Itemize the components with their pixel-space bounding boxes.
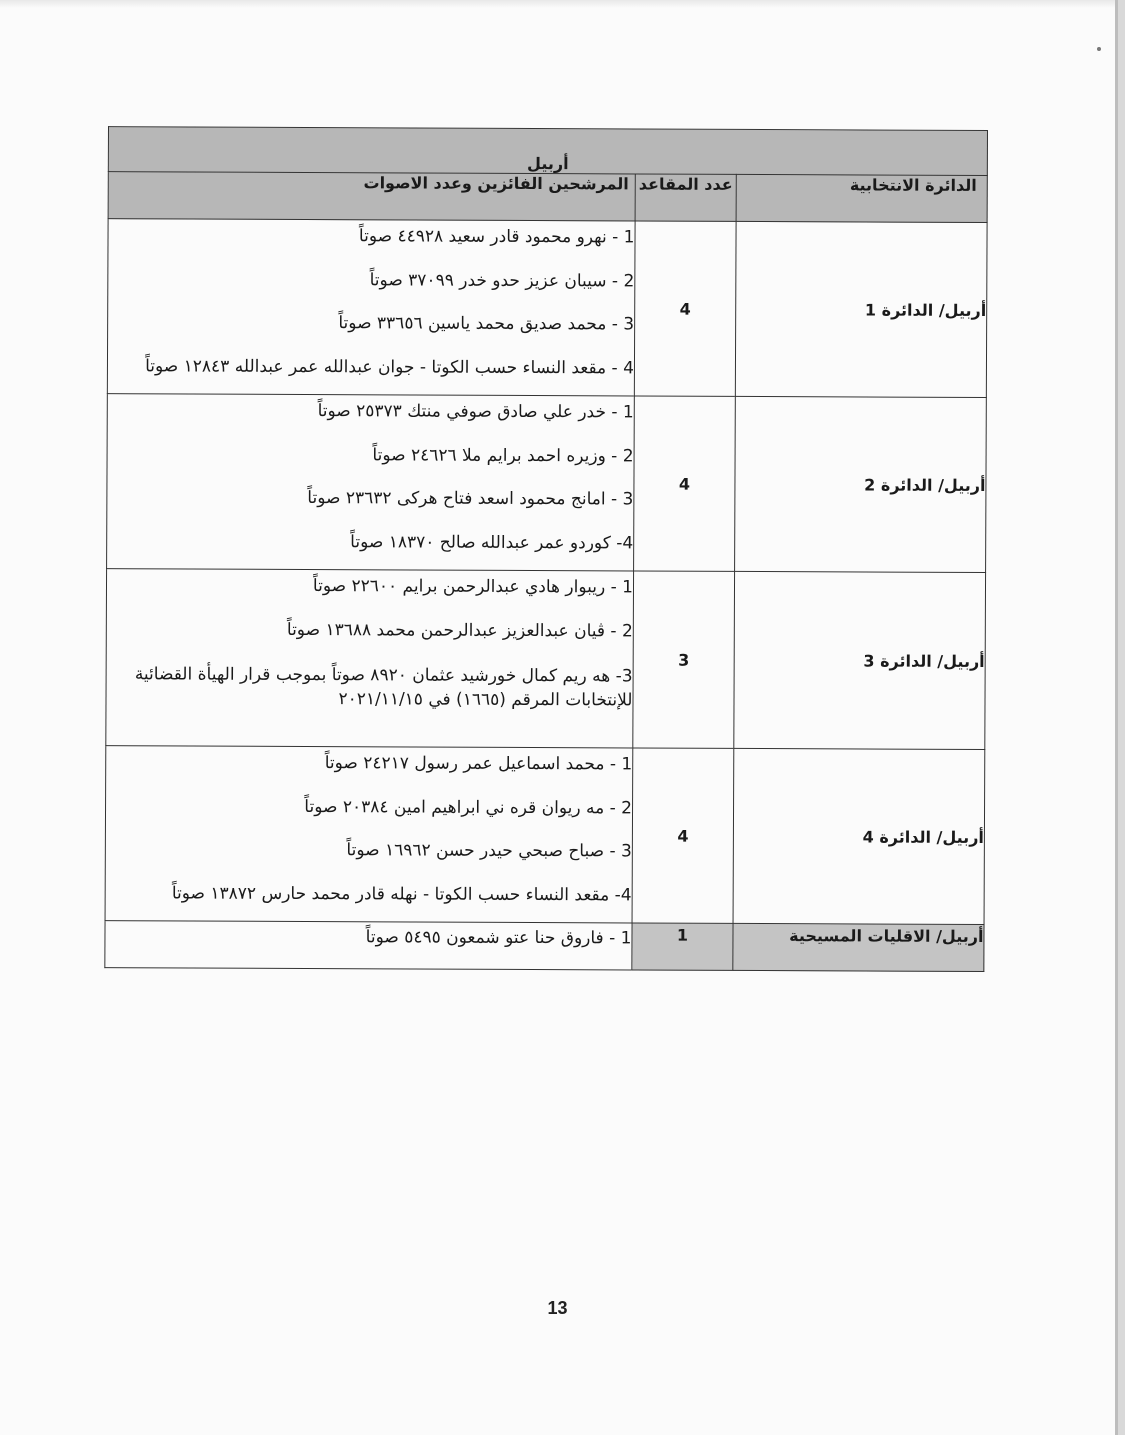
candidate-entry: 2 - سيبان عزيز حدو خدر ٣٧٠٩٩ صوتاً xyxy=(369,269,635,291)
candidate-entry: 1 - نهرو محمود قادر سعيد ٤٤٩٢٨ صوتاً xyxy=(358,226,635,248)
candidate-entry: 2 - وزيره احمد برايم ملا ٢٤٦٢٦ صوتاً xyxy=(372,444,634,466)
table-title-row xyxy=(108,127,987,176)
table-row xyxy=(105,921,984,972)
candidate-entry: 4 - مقعد النساء حسب الكوتا - جوان عبدالله عمر عبدالله ١٢٨٤٣ صوتاً xyxy=(145,355,635,378)
candidate-entry: 3- هه ريم كمال خورشيد عثمان ٨٩٢٠ صوتاً بموجب قرار الهيأة القضائية للإنتخابات المرقم (١٦٦٥) في ٢٠٢١/١١/١٥ xyxy=(134,664,633,711)
seats-cell: 4 xyxy=(634,221,736,396)
candidate-entry: 2 - مه ريوان قره ني ابراهيم امين ٢٠٣٨٤ صوتاً xyxy=(304,796,633,818)
table-row xyxy=(107,219,987,398)
district-cell: أربيل/ الدائرة 4 xyxy=(733,748,985,924)
page-top-shadow xyxy=(0,0,1115,8)
candidates-cell xyxy=(107,219,635,396)
candidates-cell xyxy=(107,394,635,571)
header-seats: عدد المقاعد xyxy=(635,174,736,221)
header-candidates: المرشحين الفائزين وعدد الاصوات xyxy=(108,172,635,221)
header-district: الدائرة الانتخابية xyxy=(736,174,987,222)
candidates-cell xyxy=(106,569,634,748)
candidates-cell xyxy=(105,921,632,970)
candidates-cell xyxy=(105,746,633,923)
seats-cell: 4 xyxy=(632,748,734,923)
district-cell: أربيل/ الدائرة 2 xyxy=(735,396,987,572)
table-row xyxy=(107,394,987,573)
election-results-table xyxy=(104,126,988,972)
table-title: أربيل xyxy=(108,127,987,176)
candidate-entry: 3 - محمد صديق محمد ياسين ٣٣٦٥٦ صوتاً xyxy=(338,313,635,335)
district-cell: أربيل/ الدائرة 1 xyxy=(735,221,987,397)
candidate-entry: 2 - ڤيان عبدالعزيز عبدالرحمن محمد ١٣٦٨٨ صوتاً xyxy=(286,619,633,641)
candidate-entry: 1 - ريبوار هادي عبدالرحمن برايم ٢٢٦٠٠ صوتاً xyxy=(312,576,634,598)
seats-cell: 4 xyxy=(634,396,736,571)
scan-speck xyxy=(1097,47,1101,51)
table-row xyxy=(105,746,985,925)
district-cell: أربيل/ الاقليات المسيحية xyxy=(733,923,984,971)
candidate-entry: 4- كوردو عمر عبدالله صالح ١٨٣٧٠ صوتاً xyxy=(350,531,634,553)
table-header-row xyxy=(108,172,987,223)
seats-cell: 1 xyxy=(632,923,733,970)
district-cell: أربيل/ الدائرة 3 xyxy=(734,571,986,749)
table-row xyxy=(106,569,986,750)
candidate-entry: 1 - محمد اسماعيل عمر رسول ٢٤٢١٧ صوتاً xyxy=(324,753,633,775)
candidate-entry: 3 - امانج محمود اسعد فتاح هركى ٢٣٦٣٢ صوتاً xyxy=(307,488,634,510)
candidate-entry: 4- مقعد النساء حسب الكوتا - نهله قادر محمد حارس ١٣٨٧٢ صوتاً xyxy=(171,882,632,905)
seats-cell: 3 xyxy=(633,571,735,748)
candidate-entry: 1 - خدر علي صادق صوفي منتك ٢٥٣٧٣ صوتاً xyxy=(317,401,634,423)
page-number: 13 xyxy=(547,1298,568,1318)
candidate-entry: 3 - صباح صبحي حيدر حسن ١٦٩٦٢ صوتاً xyxy=(346,840,632,862)
candidate-entry: 1 - فاروق حنا عتو شمعون ٥٤٩٥ صوتاً xyxy=(365,927,632,949)
